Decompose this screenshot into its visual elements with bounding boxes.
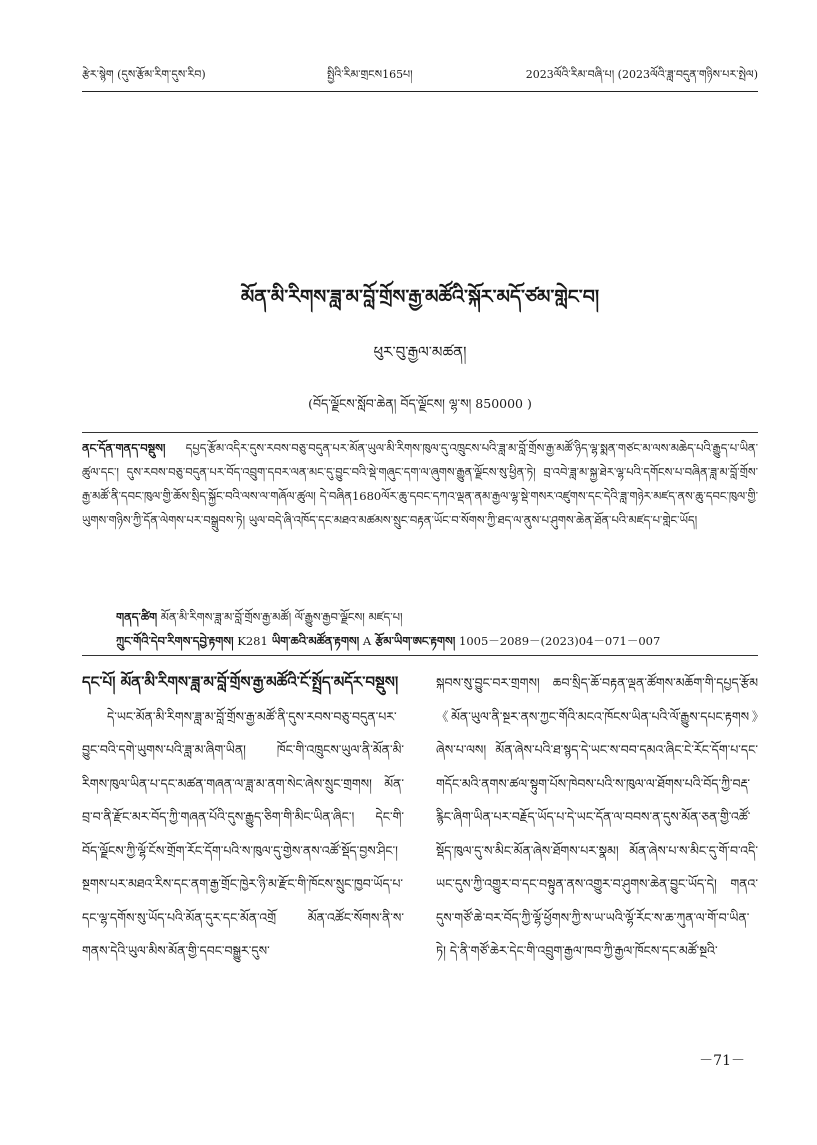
article-id: 1005－2089－(2023)04－071－007 bbox=[455, 634, 661, 648]
keywords-text: མོན་མི་རིགས་ཟླ་མ་བློ་གྲོས་རྒྱ་མཚོ། ལོ་རྒྱུས་རྒྱབ་ལྗོངས། མཛད་པ། bbox=[157, 610, 403, 624]
issue-date: 2023ལོའི་རིམ་བཞི་པ། (2023ལོའི་ཟླ་བདུན་གཉིས་པར་སྤེལ) bbox=[525, 68, 758, 81]
keywords-label: གནད་ཚིག bbox=[116, 610, 158, 624]
classification-line bbox=[116, 630, 756, 652]
keywords bbox=[116, 606, 756, 628]
body-paragraph: དེ་ཡང་མོན་མི་རིགས་ཟླ་མ་བློ་གྲོས་རྒྱ་མཚོ་ནི་དུས་རབས་བཅུ་བདུན་པར་བྱུང་བའི་དགེ་ཡུགས་པའི་ཟླ་མ་ཞིག་ཡིན། ཁོང་གི་འཁྲུངས་ཡུལ་ནི་མོན་མི་རིགས་ཁུལ་ཡིན་པ་དང་མཚན་གཞན་ལ་ཟླ་མ་ནག་སེང་ཞེས་སྲུང་གྲགས། མོན་བྲ་བ་ནི་རྫོང་མར་བོད་ཀྱི་གཞན་པོའི་དུས་རྒྱུད་ཅིག་གི་མིང་ཡིན་ཞིང་། དེང་གི་བོད་ལྗོངས་ཀྱི་ལྷོ་ངོས་གྲོག་རོང་དོག་པའི་ས་ཁུལ་དུ་གྱེས་ནས་འཚོ་སྡོད་བྱས་ཤིང་། སྔགས་པར་མཐའ་རིས་དང་ནག་རྒྱ་གྲོང་ཁྱེར་ཉི་མ་རྫོང་གི་ཁོངས་སྲུང་ཁྱབ་ཡོད་པ་དང་ལྷ་དགོས་སུ་ཡོད་པའི་མོན་དུར་དང་མོན་འགྲོ མོན་འཚོང་སོགས་ནི་ས་གནས་དེའི་ཡུལ་མིས་མོན་གྱི་དབང་བསྒྱུར་དུས་ bbox=[82, 708, 404, 958]
clc-label: ཀྲུང་གོའི་དེབ་རིགས་དབྱེ་རྟགས། bbox=[116, 634, 234, 648]
section-heading: དང་པོ། མོན་མི་རིགས་ཟླ་མ་བློ་གྲོས་རྒྱ་མཚོའི་ངོ་སྤྲོད་མདོར་བསྡུས། bbox=[82, 673, 399, 691]
body-paragraph-continued: སྐབས་སུ་བྱུང་བར་གྲགས། ཆབ་སྲིད་ཆོ་བརྟན་ལྡན་ཚོགས་མཆོག་གི་དཔྱད་རྩོམ《མོན་ཡུལ་ནི་སྔར་ནས་ཀྱང་གོའི་མངའ་ཁོངས་ཡིན་པའི་ལོ་རྒྱུས་དཔང་རྟགས》ཞེས་པ་ལས། མོན་ཞེས་པའི་ཐ་སྙད་དེ་ཡང་ས་བབ་དམའ་ཞིང་ངེ་རོང་དོག་པ་དང་གདོང་མའི་ནགས་ཚལ་སྟུག་པོས་ཁེབས་པའི་ས་ཁུལ་ལ་ཐོགས་པའི་བོད་ཀྱི་བརྡ་རྙིང་ཞིག་ཡིན་པར་བརྗོད་ཡོད་པ་དེ་ཡང་དོན་ལ་བབས་ན་དུས་མོན་ཅན་གྱི་འཚོ་སྡོད་ཁུལ་དུ་ས་མིང་མོན་ཞེས་ཐོགས་པར་སྣམ། མོན་ཞེས་པ་ས་མིང་དུ་གོ་བ་འདི་ཡང་དུས་ཀྱི་འགྱུར་བ་དང་བསྟུན་ནས་འགྱུར་བ་ཤུགས་ཆེན་བྱུང་ཡོད་དེ། གནའ་དུས་གཙོ་ཆེ་བར་བོད་ཀྱི་ལྷོ་ཕྱོགས་ཀྱི་ས་ཡ་ཡའི་ལྷོ་རོང་ས་ཆ་ཀུན་ལ་གོ་བ་ཡིན་ཏེ། དེ་ནི་གཙོ་ཆེར་དེང་གི་འབྲུག་རྒྱལ་ཁབ་ཀྱི་རྒྱལ་ཁོངས་དང་མཚོ་སྔའི་ bbox=[436, 675, 758, 958]
abstract-label: ནང་དོན་གནད་བསྡུས། bbox=[82, 441, 166, 455]
page-number: －71－ bbox=[699, 1053, 745, 1069]
running-header bbox=[82, 62, 758, 88]
article-id-label: རྩོམ་ཡིག་ཨང་རྟགས། bbox=[371, 634, 456, 648]
abstract-top-rule bbox=[82, 432, 758, 433]
issue-total-number: སྤྱིའི་རིམ་གྲངས165པ། bbox=[327, 68, 413, 81]
header-rule bbox=[82, 91, 758, 92]
body-column-right bbox=[436, 666, 758, 1038]
author-name: ཕུར་བུ་རྒྱལ་མཚན། bbox=[373, 343, 467, 361]
clc-number: K281 bbox=[233, 634, 268, 648]
journal-name: རྩེར་སྙེག (དུས་རྩོམ་རིག་དུས་རིབ) bbox=[82, 68, 206, 81]
author-affiliation: (བོད་ལྗོངས་སློབ་ཆེན། བོད་ལྗོངས། ལྷ་ས། 850000 ) bbox=[308, 396, 532, 411]
abstract bbox=[82, 436, 758, 604]
body-column-left bbox=[82, 666, 404, 1038]
doc-code: A bbox=[359, 634, 372, 648]
abstract-bottom-rule bbox=[82, 655, 758, 656]
article-title: མོན་མི་རིགས་ཟླ་མ་བློ་གྲོས་རྒྱ་མཚོའི་སྐོར་མདོ་ཙམ་གླེང་བ། bbox=[240, 286, 600, 308]
doc-code-label: ཡིག་ཆའི་མཚོན་རྟགས། bbox=[267, 634, 360, 648]
abstract-text: དཔྱད་རྩོམ་འདིར་དུས་རབས་བཅུ་བདུན་པར་མོན་ཡུལ་མི་རིགས་ཁུལ་དུ་འཁྲུངས་པའི་ཟླ་མ་བློ་གྲོས་རྒྱ་མཚོ་ཉིད་ལྷ་སྨན་གཙང་མ་ལས་མཆེད་པའི་རྒྱུད་པ་ཡིན་ཚུལ་དང་། དུས་རབས་བཅུ་བདུན་པར་བོད་འབྲུག་དབར་ལན་མང་དུ་བྱུང་བའི་སྡེ་གཞུང་དག་ལ་ཞུགས་རྒྱུན་ལྗོངས་སུ་ཕྱིན་ཏེ། བྲ་འབེ་ཟླ་མ་སྐྱ་ཐེར་ལྷ་པའི་དགོངས་པ་བཞིན་ཟླ་མ་བློ་གྲོས་རྒྱ་མཚོ་ནི་དབང་ཁུལ་གྱི་ཆོས་སྲིད་སྐྱོང་བའི་ལས་ལ་གཞོལ་ཚུལ། དེ་བཞིན1680ལོར་ཆུ་དབང་དཀའ་ལྡན་ནམ་རྒྱལ་ལྷ་སྡེ་གསར་འཛུགས་དང་དེའི་ཟླ་གཉེར་མཛད་ནས་ཆུ་དབང་ཁུལ་གྱི་ཡུགས་གཉིས་ཀྱི་དོན་ལེགས་པར་བསྒྲུབས་ཏེ། ཡུལ་བདེ་ཞི་འཁོད་དང་མཐའ་མཚམས་སྲུང་བརྟན་ཡོང་བ་སོགས་ཀྱི་ཐད་ལ་ནུས་པ་ཤུགས་ཆེན་ཐོན་པའི་མཛད་པ་གླེང་ཡོད། bbox=[82, 441, 758, 527]
